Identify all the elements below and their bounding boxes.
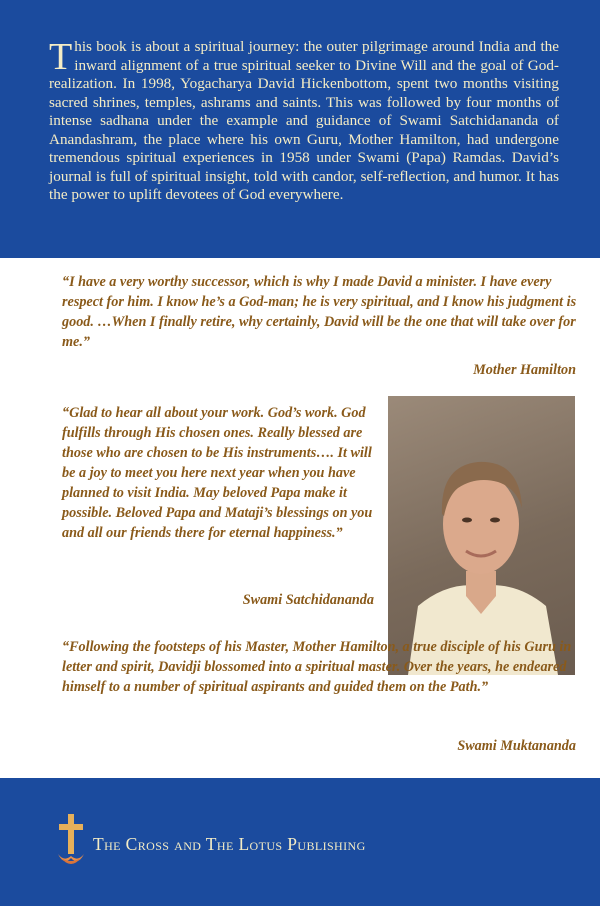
portrait-illustration xyxy=(388,396,575,675)
quote-author: Swami Satchidananda xyxy=(242,592,374,608)
book-blurb xyxy=(49,38,559,205)
quote-text: “I have a very worthy successor, which is why I made David a minister. I have every respect for him. I know he’s a God-man; he is very spiritual, and I know his judgment is good. …When I finally retire, why certainly, David will be the one that will take over for me.” xyxy=(62,274,577,350)
publisher-name: The Cross and The Lotus Publishing xyxy=(93,834,366,854)
quote-author: Swami Muktananda xyxy=(457,738,576,754)
author-photo xyxy=(388,396,575,675)
quote-author: Mother Hamilton xyxy=(473,362,576,378)
blurb-text: his book is about a spiritual journey: the outer pilgrimage around India and the inward alignment of a true spiritual seeker to Divine Will and the goal of God-realization. In 1998, Yogacharya David Hickenbottom, spent two months visiting sacred shrines, temples, ashrams and saints. This was followed by four months of intense sadhana under the example and guidance of Swami Satchidananda of Anandashram, the place where his own Guru, Mother Hamilton, had undergone tremendous spiritual experiences in 1958 under Swami (Papa) Ramdas. David’s journal is full of spiritual insight, told with candor, self-reflection, and humor. It has the power to uplift devotees of God everywhere. xyxy=(49,38,559,203)
drop-cap: T xyxy=(49,36,73,78)
cross-lotus-logo-icon xyxy=(56,810,86,870)
quote-text: “Following the footsteps of his Master, Mother Hamilton, a true disciple of his Guru in letter and spirit, Davidji blossomed into a spiritual master. Over the years, he endeared himself to a number of spiritual aspirants and guided them on the Path.” xyxy=(62,639,572,695)
top-band xyxy=(0,0,600,258)
quote-text: “Glad to hear all about your work. God’s work. God fulfills through His chosen ones. Really blessed are those who are chosen to be His instruments…. It will be a joy to meet you here next year when you have planned to visit India. May beloved Papa make it possible. Beloved Papa and Mataji’s blessings on you and all our friends there for eternal happiness.” xyxy=(62,405,373,541)
